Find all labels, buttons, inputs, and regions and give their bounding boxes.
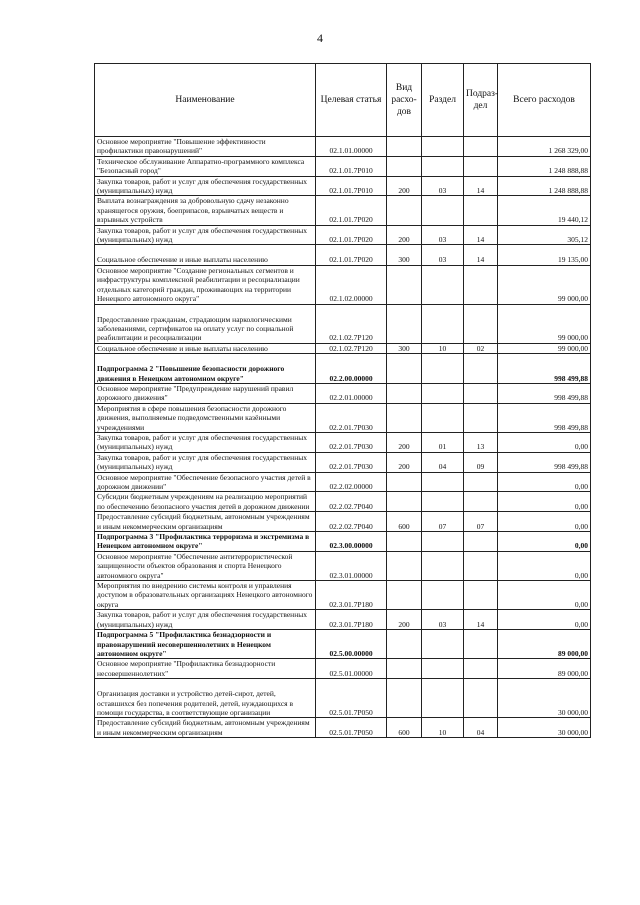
budget-table bbox=[94, 63, 591, 738]
row-expense-type bbox=[387, 137, 422, 157]
row-target-article: 02.2.00.00000 bbox=[316, 354, 387, 384]
table-row bbox=[95, 659, 591, 679]
row-subsection bbox=[464, 659, 498, 679]
row-target-article: 02.1.01.7Р020 bbox=[316, 245, 387, 265]
row-subsection: 02 bbox=[464, 343, 498, 353]
row-amount: 99 000,00 bbox=[498, 265, 591, 304]
row-amount: 0,00 bbox=[498, 472, 591, 492]
row-subsection bbox=[464, 472, 498, 492]
table-row bbox=[95, 492, 591, 512]
table-row bbox=[95, 383, 591, 403]
row-expense-type: 200 bbox=[387, 225, 422, 245]
table-row bbox=[95, 196, 591, 225]
row-expense-type bbox=[387, 196, 422, 225]
row-target-article: 02.1.01.7Р020 bbox=[316, 196, 387, 225]
row-name: Основное мероприятие "Создание региональных сегментов и инфраструктуры комплексной реабилитации и ресоциализации отдельных категорий граждан, проживающих на территории Ненецкого автономного округа" bbox=[95, 265, 316, 304]
row-section bbox=[422, 304, 464, 343]
table-row bbox=[95, 137, 591, 157]
row-subsection bbox=[464, 383, 498, 403]
header-total-expenses: Всего расходов bbox=[498, 64, 591, 137]
table-row bbox=[95, 551, 591, 580]
table-header-row bbox=[95, 64, 591, 137]
table-row bbox=[95, 343, 591, 353]
row-name: Подпрограмма 2 "Повышение безопасности дорожного движения в Ненецком автономном округе" bbox=[95, 354, 316, 384]
row-expense-type bbox=[387, 265, 422, 304]
row-subsection bbox=[464, 679, 498, 718]
row-subsection bbox=[464, 492, 498, 512]
row-expense-type bbox=[387, 156, 422, 176]
row-subsection bbox=[464, 196, 498, 225]
row-subsection: 14 bbox=[464, 245, 498, 265]
row-name: Социальное обеспечение и иные выплаты населению bbox=[95, 343, 316, 353]
row-subsection bbox=[464, 137, 498, 157]
row-amount: 1 248 888,88 bbox=[498, 176, 591, 196]
row-target-article: 02.2.02.7Р040 bbox=[316, 512, 387, 532]
row-name: Основное мероприятие "Повышение эффективности профилактики правонарушений" bbox=[95, 137, 316, 157]
row-section bbox=[422, 492, 464, 512]
header-name: Наименование bbox=[95, 64, 316, 137]
row-subsection bbox=[464, 630, 498, 659]
row-expense-type bbox=[387, 679, 422, 718]
row-target-article: 02.5.01.7Р050 bbox=[316, 679, 387, 718]
row-name: Основное мероприятие "Обеспечение антитеррористической защищенности объектов образования и спорта Ненецкого автономного округа" bbox=[95, 551, 316, 580]
table-row bbox=[95, 718, 591, 738]
row-amount: 998 499,88 bbox=[498, 403, 591, 432]
row-name: Предоставление субсидий бюджетным, автономным учреждениям и иным некоммерческим организациям bbox=[95, 512, 316, 532]
row-amount: 89 000,00 bbox=[498, 630, 591, 659]
row-expense-type: 600 bbox=[387, 512, 422, 532]
row-name: Закупка товаров, работ и услуг для обеспечения государственных (муниципальных) нужд bbox=[95, 176, 316, 196]
row-section bbox=[422, 156, 464, 176]
header-expense-type: Вид расхо-дов bbox=[387, 64, 422, 137]
row-name: Социальное обеспечение и иные выплаты населению bbox=[95, 245, 316, 265]
row-subsection: 14 bbox=[464, 610, 498, 630]
row-section bbox=[422, 659, 464, 679]
row-expense-type bbox=[387, 532, 422, 552]
row-section bbox=[422, 196, 464, 225]
row-target-article: 02.5.00.00000 bbox=[316, 630, 387, 659]
row-name: Основное мероприятие "Профилактика безнадзорности несовершеннолетних" bbox=[95, 659, 316, 679]
row-name: Предоставление гражданам, страдающим наркологическими заболеваниями, сертификатов на оплату услуг по социальной реабилитации и ресоциализации bbox=[95, 304, 316, 343]
row-amount: 0,00 bbox=[498, 581, 591, 610]
row-target-article: 02.2.01.7Р030 bbox=[316, 432, 387, 452]
row-amount: 1 268 329,00 bbox=[498, 137, 591, 157]
row-section: 03 bbox=[422, 610, 464, 630]
header-target-article: Целевая статья bbox=[316, 64, 387, 137]
row-expense-type bbox=[387, 354, 422, 384]
row-section bbox=[422, 472, 464, 492]
row-name: Закупка товаров, работ и услуг для обеспечения государственных (муниципальных) нужд bbox=[95, 452, 316, 472]
row-name: Техническое обслуживание Аппаратно-программного комплекса "Безопасный город" bbox=[95, 156, 316, 176]
page-number: 4 bbox=[317, 31, 323, 45]
table-row bbox=[95, 245, 591, 265]
header-section: Раздел bbox=[422, 64, 464, 137]
table-row bbox=[95, 532, 591, 552]
table-row bbox=[95, 225, 591, 245]
table-row bbox=[95, 472, 591, 492]
row-name: Подпрограмма 5 "Профилактика безнадзорности и правонарушений несовершеннолетних в Ненецком автономном округе" bbox=[95, 630, 316, 659]
row-target-article: 02.1.02.7Р120 bbox=[316, 304, 387, 343]
row-amount: 305,12 bbox=[498, 225, 591, 245]
row-expense-type: 200 bbox=[387, 610, 422, 630]
row-name: Закупка товаров, работ и услуг для обеспечения государственных (муниципальных) нужд bbox=[95, 432, 316, 452]
row-target-article: 02.1.01.7Р020 bbox=[316, 225, 387, 245]
row-target-article: 02.2.02.7Р040 bbox=[316, 492, 387, 512]
row-section bbox=[422, 354, 464, 384]
row-name: Мероприятия в сфере повышения безопасности дорожного движения, выполняемые подведомственными казёнными учреждениями bbox=[95, 403, 316, 432]
table-row bbox=[95, 403, 591, 432]
row-target-article: 02.3.01.7Р180 bbox=[316, 610, 387, 630]
row-amount: 998 499,88 bbox=[498, 383, 591, 403]
row-section: 03 bbox=[422, 245, 464, 265]
row-section: 04 bbox=[422, 452, 464, 472]
row-name: Организация доставки и устройство детей-сирот, детей, оставшихся без попечения родителей, детей, нуждающихся в помощи государства, в соответствующие организации bbox=[95, 679, 316, 718]
row-section bbox=[422, 532, 464, 552]
row-name: Основное мероприятие "Предупреждение нарушений правил дорожного движения" bbox=[95, 383, 316, 403]
row-expense-type bbox=[387, 492, 422, 512]
row-subsection bbox=[464, 551, 498, 580]
row-subsection: 07 bbox=[464, 512, 498, 532]
row-amount: 0,00 bbox=[498, 432, 591, 452]
row-name: Основное мероприятие "Обеспечение безопасного участия детей в дорожном движении" bbox=[95, 472, 316, 492]
table-row bbox=[95, 679, 591, 718]
row-target-article: 02.5.01.7Р050 bbox=[316, 718, 387, 738]
table-row bbox=[95, 581, 591, 610]
row-expense-type bbox=[387, 659, 422, 679]
row-expense-type bbox=[387, 630, 422, 659]
table-row bbox=[95, 354, 591, 384]
row-target-article: 02.3.00.00000 bbox=[316, 532, 387, 552]
row-section: 01 bbox=[422, 432, 464, 452]
row-section bbox=[422, 630, 464, 659]
row-amount: 1 248 888,88 bbox=[498, 156, 591, 176]
table-row bbox=[95, 512, 591, 532]
row-amount: 0,00 bbox=[498, 512, 591, 532]
row-section: 10 bbox=[422, 718, 464, 738]
row-target-article: 02.2.01.7Р030 bbox=[316, 452, 387, 472]
row-target-article: 02.2.02.00000 bbox=[316, 472, 387, 492]
row-expense-type bbox=[387, 403, 422, 432]
row-subsection: 14 bbox=[464, 225, 498, 245]
row-expense-type: 200 bbox=[387, 452, 422, 472]
row-section bbox=[422, 551, 464, 580]
row-expense-type: 200 bbox=[387, 432, 422, 452]
row-expense-type: 300 bbox=[387, 343, 422, 353]
row-amount: 30 000,00 bbox=[498, 679, 591, 718]
row-section bbox=[422, 403, 464, 432]
row-subsection bbox=[464, 304, 498, 343]
row-expense-type bbox=[387, 581, 422, 610]
row-expense-type bbox=[387, 304, 422, 343]
row-name: Субсидии бюджетным учреждениям на реализацию мероприятий по обеспечению безопасного участия детей в дорожном движении bbox=[95, 492, 316, 512]
row-amount: 0,00 bbox=[498, 610, 591, 630]
row-name: Предоставление субсидий бюджетным, автономным учреждениям и иным некоммерческим организациям bbox=[95, 718, 316, 738]
row-subsection bbox=[464, 403, 498, 432]
row-subsection: 09 bbox=[464, 452, 498, 472]
row-target-article: 02.2.01.7Р030 bbox=[316, 403, 387, 432]
row-target-article: 02.1.01.00000 bbox=[316, 137, 387, 157]
row-section bbox=[422, 137, 464, 157]
row-target-article: 02.1.01.7Р010 bbox=[316, 156, 387, 176]
row-expense-type: 300 bbox=[387, 245, 422, 265]
row-amount: 99 000,00 bbox=[498, 304, 591, 343]
row-subsection bbox=[464, 532, 498, 552]
row-subsection bbox=[464, 354, 498, 384]
row-amount: 0,00 bbox=[498, 492, 591, 512]
row-name: Мероприятия по внедрению системы контроля и управления доступом в образовательных организациях Ненецкого автономного округа bbox=[95, 581, 316, 610]
row-expense-type: 200 bbox=[387, 176, 422, 196]
row-target-article: 02.1.02.00000 bbox=[316, 265, 387, 304]
row-subsection bbox=[464, 156, 498, 176]
row-target-article: 02.2.01.00000 bbox=[316, 383, 387, 403]
table-row bbox=[95, 176, 591, 196]
table-row bbox=[95, 156, 591, 176]
row-subsection bbox=[464, 581, 498, 610]
row-target-article: 02.3.01.00000 bbox=[316, 551, 387, 580]
row-section: 10 bbox=[422, 343, 464, 353]
row-section: 07 bbox=[422, 512, 464, 532]
row-amount: 99 000,00 bbox=[498, 343, 591, 353]
table-row bbox=[95, 265, 591, 304]
header-subsection: Подраз-дел bbox=[464, 64, 498, 137]
row-amount: 0,00 bbox=[498, 551, 591, 580]
table-row bbox=[95, 630, 591, 659]
row-section bbox=[422, 581, 464, 610]
row-target-article: 02.5.01.00000 bbox=[316, 659, 387, 679]
row-target-article: 02.3.01.7Р180 bbox=[316, 581, 387, 610]
row-section: 03 bbox=[422, 225, 464, 245]
row-section bbox=[422, 265, 464, 304]
row-section: 03 bbox=[422, 176, 464, 196]
row-name: Выплата вознаграждения за добровольную сдачу незаконно хранящегося оружия, боеприпасов, взрывчатых веществ и взрывных устройств bbox=[95, 196, 316, 225]
row-amount: 998 499,88 bbox=[498, 354, 591, 384]
row-section bbox=[422, 679, 464, 718]
row-subsection: 14 bbox=[464, 176, 498, 196]
row-subsection: 13 bbox=[464, 432, 498, 452]
row-expense-type bbox=[387, 472, 422, 492]
row-target-article: 02.1.01.7Р010 bbox=[316, 176, 387, 196]
row-subsection: 04 bbox=[464, 718, 498, 738]
row-expense-type: 600 bbox=[387, 718, 422, 738]
table-row bbox=[95, 452, 591, 472]
row-target-article: 02.1.02.7Р120 bbox=[316, 343, 387, 353]
row-amount: 0,00 bbox=[498, 532, 591, 552]
row-amount: 30 000,00 bbox=[498, 718, 591, 738]
row-amount: 19 440,12 bbox=[498, 196, 591, 225]
row-amount: 998 499,88 bbox=[498, 452, 591, 472]
row-amount: 19 135,00 bbox=[498, 245, 591, 265]
row-name: Закупка товаров, работ и услуг для обеспечения государственных (муниципальных) нужд bbox=[95, 225, 316, 245]
table-row bbox=[95, 610, 591, 630]
row-name: Подпрограмма 3 "Профилактика терроризма и экстремизма в Ненецком автономном округе" bbox=[95, 532, 316, 552]
row-expense-type bbox=[387, 383, 422, 403]
row-name: Закупка товаров, работ и услуг для обеспечения государственных (муниципальных) нужд bbox=[95, 610, 316, 630]
row-expense-type bbox=[387, 551, 422, 580]
table-row bbox=[95, 304, 591, 343]
row-section bbox=[422, 383, 464, 403]
table-row bbox=[95, 432, 591, 452]
row-amount: 89 000,00 bbox=[498, 659, 591, 679]
row-subsection bbox=[464, 265, 498, 304]
